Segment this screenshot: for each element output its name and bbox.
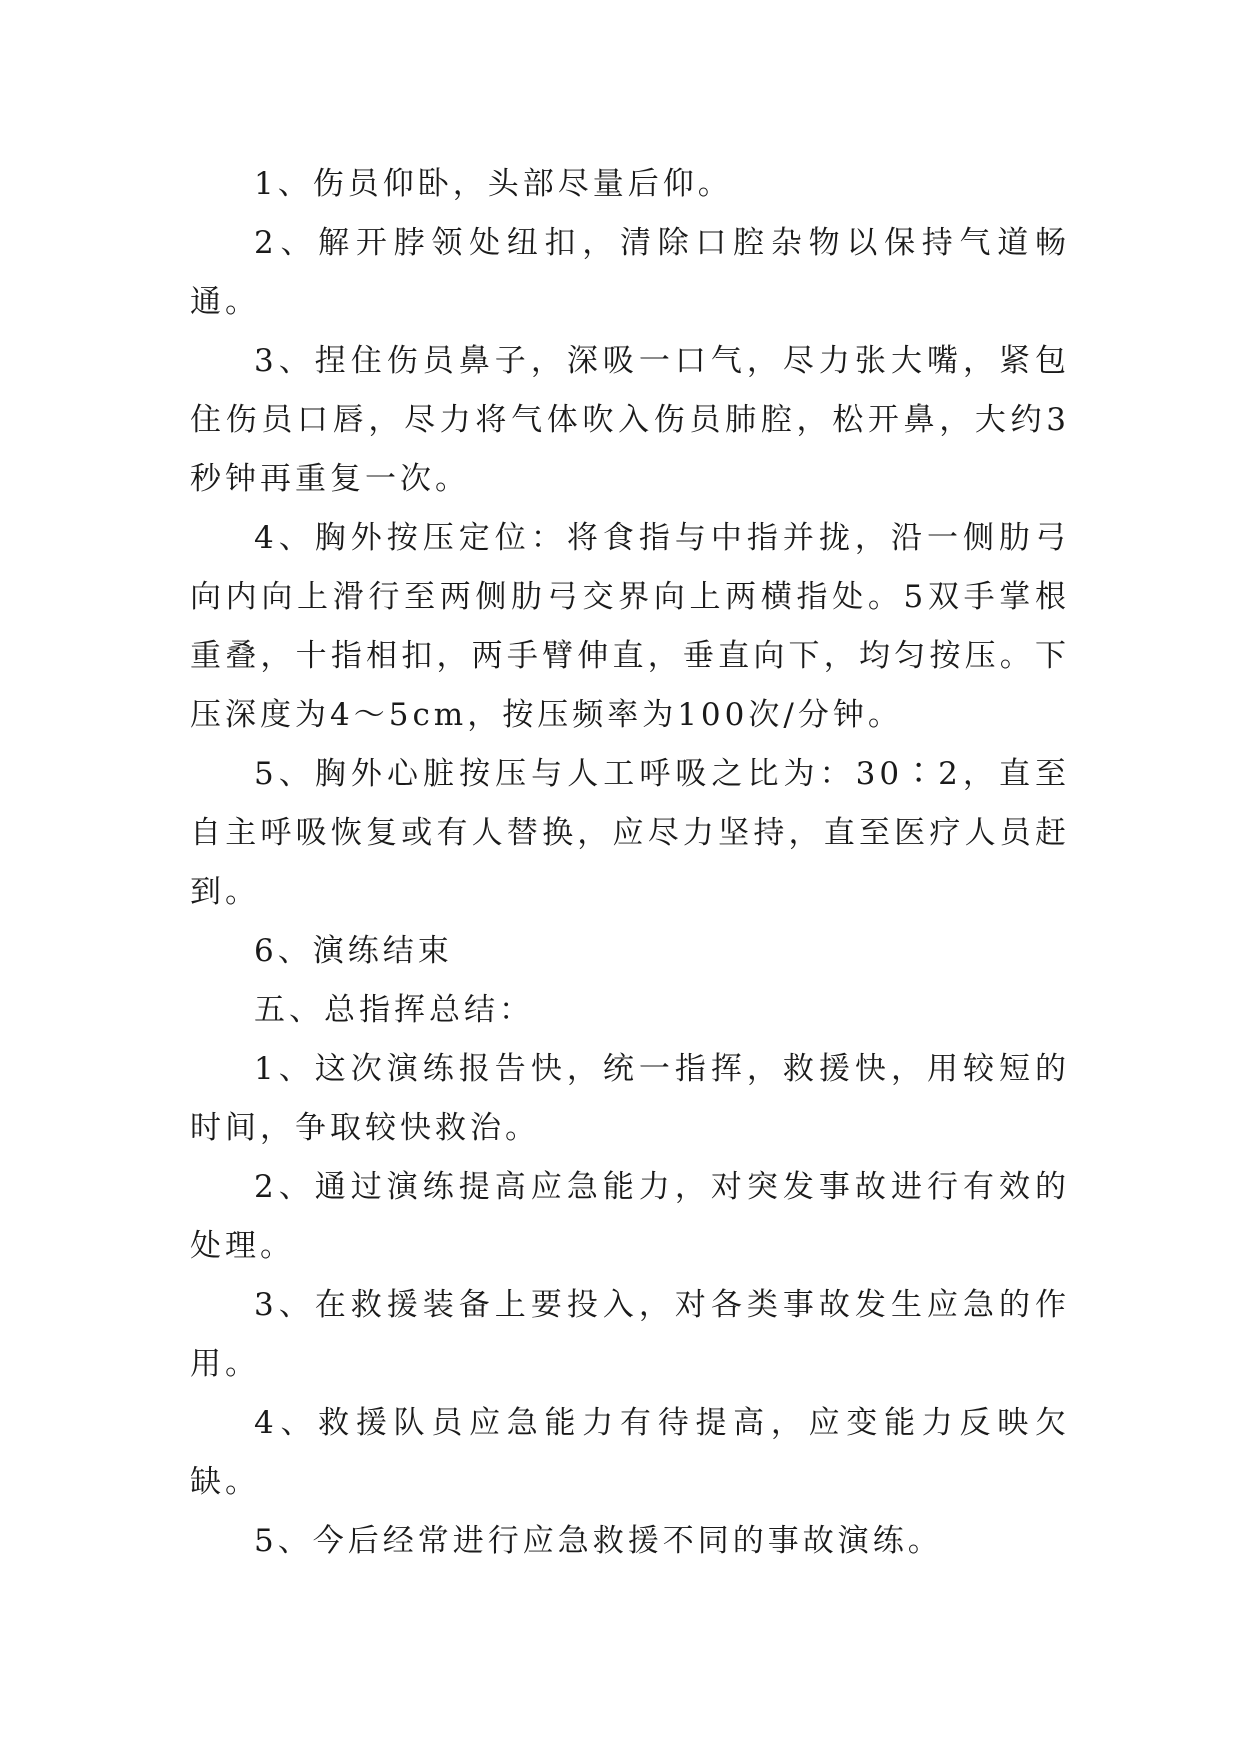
summary-item-5: 5、今后经常进行应急救援不同的事故演练。 xyxy=(254,1523,943,1559)
paragraph-step-1: 1、伤员仰卧，头部尽量后仰。 xyxy=(254,166,733,202)
section-heading-summary: 五、总指挥总结： xyxy=(254,992,534,1028)
paragraph-step-4: 4、胸外按压定位：将食指与中指并拢，沿一侧肋弓向内向上滑行至两侧肋弓交界向上两横指处。5双手掌根重叠，十指相扣，两手臂伸直，垂直向下，均匀按压。下压深度为4～5cm，按压频率为100次/分钟。 xyxy=(190,520,1070,733)
paragraph-step-5: 5、胸外心脏按压与人工呼吸之比为：30∶2，直至自主呼吸恢复或有人替换，应尽力坚持，直至医疗人员赶到。 xyxy=(190,756,1070,910)
summary-item-2: 2、通过演练提高应急能力，对突发事故进行有效的处理。 xyxy=(190,1169,1070,1264)
summary-item-4: 4、救援队员应急能力有待提高，应变能力反映欠缺。 xyxy=(190,1405,1070,1500)
paragraph-step-3: 3、捏住伤员鼻子，深吸一口气，尽力张大嘴，紧包住伤员口唇，尽力将气体吹入伤员肺腔，松开鼻，大约3秒钟再重复一次。 xyxy=(190,343,1070,497)
summary-item-3: 3、在救援装备上要投入，对各类事故发生应急的作用。 xyxy=(190,1287,1070,1382)
paragraph-step-6: 6、演练结束 xyxy=(254,933,453,969)
document-body xyxy=(190,155,1070,1571)
paragraph-step-2: 2、解开脖领处纽扣，清除口腔杂物以保持气道畅通。 xyxy=(190,225,1070,320)
summary-item-1: 1、这次演练报告快，统一指挥，救援快，用较短的时间，争取较快救治。 xyxy=(190,1051,1070,1146)
